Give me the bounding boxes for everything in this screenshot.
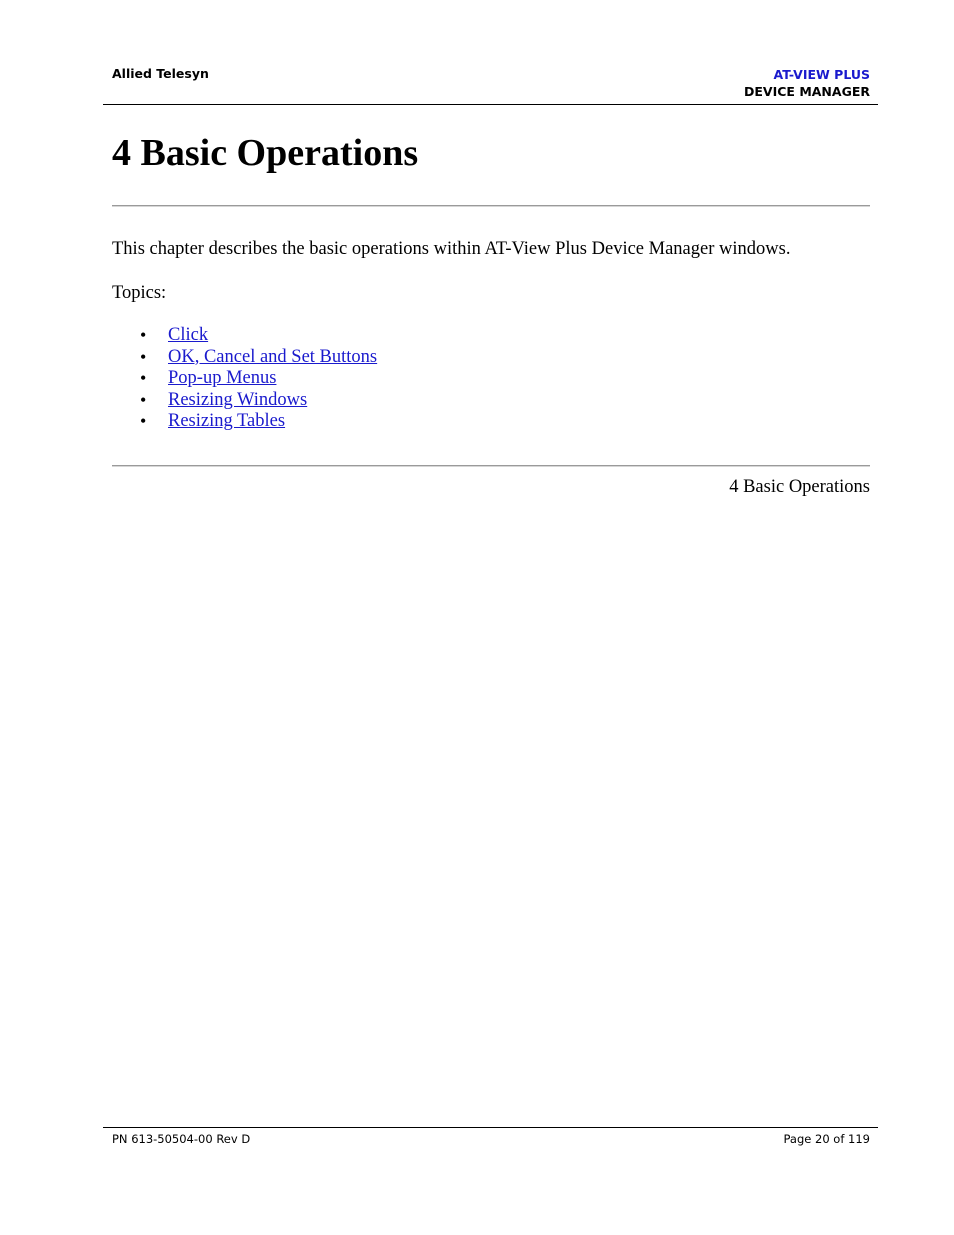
topics-label: Topics: xyxy=(112,283,167,303)
topic-link-resizing-windows[interactable]: Resizing Windows xyxy=(168,389,308,410)
header-divider xyxy=(103,104,878,105)
list-item xyxy=(112,390,377,412)
header-product-block xyxy=(744,66,870,100)
topic-link-ok-cancel-set-buttons[interactable]: OK, Cancel and Set Buttons xyxy=(168,346,378,367)
section-footer-title: 4 Basic Operations xyxy=(729,477,870,497)
bullet-icon: • xyxy=(140,368,147,388)
section-divider xyxy=(112,465,870,467)
bullet-icon: • xyxy=(140,325,147,345)
footer-page-number: Page 20 of 119 xyxy=(783,1132,870,1146)
header-subtitle: DEVICE MANAGER xyxy=(744,84,870,99)
intro-paragraph: This chapter describes the basic operations within AT-View Plus Device Manager windows. xyxy=(112,239,791,259)
list-item xyxy=(112,368,377,390)
list-item xyxy=(112,411,377,433)
topic-list xyxy=(112,325,377,433)
topic-link-popup-menus[interactable]: Pop-up Menus xyxy=(168,368,277,388)
footer-part-number: PN 613-50504-00 Rev D xyxy=(112,1132,251,1146)
list-item xyxy=(112,347,377,369)
header-company: Allied Telesyn xyxy=(112,66,209,81)
footer-divider xyxy=(103,1127,878,1128)
bullet-icon: • xyxy=(140,389,147,410)
bullet-icon: • xyxy=(140,346,147,367)
bullet-icon: • xyxy=(140,411,147,431)
chapter-title: 4 Basic Operations xyxy=(112,132,419,174)
topic-link-resizing-tables[interactable]: Resizing Tables xyxy=(168,411,286,431)
topic-link-click[interactable]: Click xyxy=(168,325,209,345)
list-item xyxy=(112,325,377,347)
title-divider xyxy=(112,205,870,207)
header-product: AT-VIEW PLUS xyxy=(773,67,870,82)
